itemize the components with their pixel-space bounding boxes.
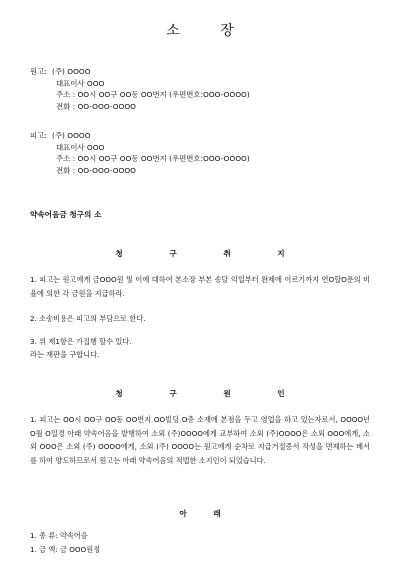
note-item-amount: 1. 금 액: 금 OOO원정 xyxy=(30,544,101,554)
plaintiff-representative: 대표이사 OOO xyxy=(56,78,105,88)
plaintiff-address: 주소 : OO시 OO구 OO동 OO번지 (우편번호:OOO-OOOO) xyxy=(56,90,250,99)
claim-title: 약속어음금 청구의 소 xyxy=(30,210,102,219)
defendant-name: (주) OOOO xyxy=(52,131,91,140)
notes-heading: 아 래 xyxy=(179,509,233,518)
plaintiff-phone: 전화 : OO-OOO-OOOO xyxy=(56,101,136,111)
defendant-phone: 전화 : OO-OOO-OOOO xyxy=(56,165,136,175)
plaintiff-name: (주) OOOO xyxy=(52,67,91,76)
document-title: 소 장 xyxy=(166,23,252,39)
purpose-item-3: 3. 위 제1항은 가집행 할수 있다. xyxy=(30,337,132,346)
purpose-heading: 청 구 취 지 xyxy=(115,249,307,258)
purpose-item-1: 1. 피고는 원고에게 금OOO원 및 이에 대하여 본소장 부본 송달 익일부터 완제에 이르기까지 연O할O푼의 비율에 의한 각 금원을 지급하라. xyxy=(30,275,370,298)
note-item-type: 1. 종 류: 약속어음 xyxy=(30,531,88,540)
defendant-representative: 대표이사 OOO xyxy=(56,142,105,152)
plaintiff-role: 원고: xyxy=(30,67,47,76)
cause-heading: 청 구 원 인 xyxy=(115,389,307,398)
cause-item-1: 1. 피고는 OO시 OO구 OO동 OO번지 OO빌딩 O층 소재에 본점을 두고 영업을 하고 있는자로서, OOOO년 O월 O일경 아래 약속어음을 발행하여 소외 (주)OOOO에게 교부하여 소외 (주)OOOO은 소외 OOO에게, 소외 OOO은 소외 (주) OOOO에게, 소외 (주) OOOO는 원고에게 순차로 지급거절증서 작성을 면제하는 배서를 하여 양도하므로서 원고는 아래 약속어음의 적법한 소지인이 되었습니다. xyxy=(30,415,370,465)
purpose-closing: 라는 재판을 구합니다. xyxy=(30,350,100,359)
plaintiff-block xyxy=(30,66,250,112)
defendant-block xyxy=(30,130,250,176)
notes-list xyxy=(30,529,100,556)
defendant-role: 피고: xyxy=(30,131,47,140)
defendant-address: 주소 : OO시 OO구 OO동 OO번지 (우편번호:OOO-OOOO) xyxy=(56,154,250,163)
purpose-item-2: 2. 소송비용은 피고의 부담으로 한다. xyxy=(30,314,146,323)
